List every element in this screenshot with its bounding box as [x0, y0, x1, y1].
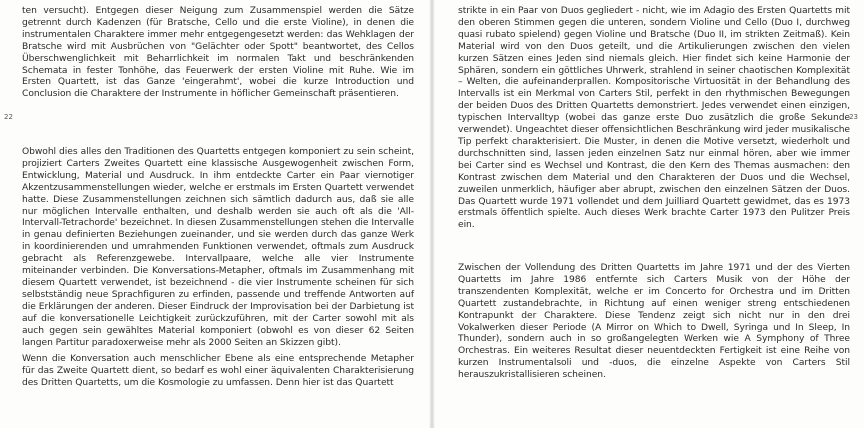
- right-paragraph-1-text: strikte in ein Paar von Duos gegliedert - nicht, wie im Adagio des Ersten Quartetts mit den oberen Stimmen gegen die unteren, sondern Violine und Cello (Duo I, durchweg quasi rubato spielend) gegen Violine und Bratsche (Duo II, im strikten Zeitmaß). Kein Material wird von den Duos geteilt, und die Artikulierungen zwischen den vielen kurzen Sätzen eines Jeden sind niemals gleich. Hier findet sich keine Harmonie der Sphären, sondern ein göttliches Uhrwerk, strahlend in seiner chaotischen Komplexität – Welten, die aufeinanderprallen. Kompositorische Virtuosität in der Behandlung des Intervalls ist ein Merkmal von Carters Stil, perfekt in den rhythmischen Bewegungen der beiden Duos des Dritten Quartetts demonstriert. Jedes verwendet einen einzigen, typischen Intervalltyp (wobei das ganze erste Duo zusätzlich die große Sekunde verwendet). Ungeachtet dieser offensichtlichen Beschränkung wird jeder musikalische Tip perfekt charakterisiert. Die Muster, in denen die Motive versetzt, wiederholt und durchschnitten sind, lassen jeden einzelnen Satz nur einmal hören, aber wie immer bei Carter sind es Wechsel und Kontrast, die den Kern des Themas ausmachen: den Kontrast zwischen dem Material und den Charakteren der Duos und die Wechsel, zuweilen unmerklich, häufiger aber abrupt, zwischen den einzelnen Sätzen der Duos. Das Quartett wurde 1971 vollendet und dem Juilliard Quartett gewidmet, das es 1973 erstmals öffentlich spielte. Auch dieses Werk brachte Carter 1973 den Pulitzer Preis ein.: [458, 6, 850, 231]
- left-paragraph-3: [22, 354, 414, 390]
- right-paragraph-2: [458, 263, 850, 382]
- left-paragraph-2: [22, 147, 414, 349]
- book-gutter: [429, 0, 435, 428]
- right-page: [432, 0, 864, 428]
- right-paragraph-1: [458, 6, 850, 232]
- left-paragraph-1: [22, 6, 414, 101]
- left-paragraph-3-text: Wenn die Konversation auch menschlicher Ebene als eine entsprechende Metapher für das Zweite Quartett dient, so bedarf es wohl einer äquivalenten Charakterisierung des Dritten Quartetts, um die Kosmologie zu umfassen. Denn hier ist das Quartett: [22, 354, 414, 388]
- right-page-number: 23: [849, 113, 858, 121]
- left-paragraph-1-text: ten versucht). Entgegen dieser Neigung zum Zusammenspiel werden die Sätze getrennt durch Kadenzen (für Bratsche, Cello und die erste Violine), in denen die instrumentalen Charaktere immer mehr entgegengesetzt werden: das Wehklagen der Bratsche wird mit Ausbrüchen von "Gelächter oder Spott" beantwortet, des Cellos Überschwenglichkeit mit Beharrlichkeit im normalen Takt und beschränkenden Schemata in fester Tonhöhe, das Feuerwerk der ersten Violine mit Ruhe. Wie im Ersten Quartett, ist das Ganze 'eingerahmt', wobei die kurze Introduction und Conclusion die Charaktere der Instrumente in höflicher Gemeinschaft präsentieren.: [22, 6, 414, 100]
- right-paragraph-2-text: Zwischen der Vollendung des Dritten Quartetts im Jahre 1971 und der des Vierten Quartetts im Jahre 1986 entfernte sich Carters Musik von der Höhe der transzendenten Komplexität, welche er im Concerto for Orchestra und im Dritten Quartett zustandebrachte, in Richtung auf einen weniger streng entschiedenen Kontrapunkt der Charaktere. Diese Tendenz zeigt sich nicht nur in den drei Vokalwerken dieser Periode (A Mirror on Which to Dwell, Syringa und In Sleep, In Thunder), sondern auch in so großangelegten Werken wie A Symphony of Three Orchestras. Ein weiteres Resultat dieser neuentdeckten Fertigkeit ist eine Reihe von kurzen Instrumentalsoli und -duos, die einzelne Aspekte von Carters Stil herauszukristallisieren scheinen.: [458, 263, 850, 381]
- left-page-number: 22: [4, 113, 13, 121]
- left-paragraph-2-text: Obwohl dies alles den Traditionen des Quartetts entgegen komponiert zu sein scheint, projiziert Carters Zweites Quartett eine klassische Ausgewogenheit zwischen Form, Entwicklung, Material und Ausdruck. In ihm entdeckte Carter ein Paar viernotiger Akzentzusammenstellungen wieder, welche er erstmals im Ersten Quartett verwendet hatte. Diese Zusammenstellungen zeichnen sich sämtlich dadurch aus, daß sie alle nur möglichen Intervalle enthalten, und deshalb werden sie auch oft als die 'All-Intervall-Tetrachorde' bezeichnet. In diesen Zusammenstellungen stehen die Intervalle in genau definierten Beziehungen zueinander, und sie werden durch das ganze Werk in koordinierenden und umrahmenden Funktionen verwendet, oftmals zum Ausdruck gebracht als Referenzgewebe. Intervallpaare, welche alle vier Instrumente miteinander verbinden. Die Konversations-Metapher, oftmals im Zusammenhang mit diesem Quartett verwendet, ist bezeichnend - die vier Instrumente scheinen für sich selbstständig neue Sprachfiguren zu erfinden, passende und treffende Antworten auf die Erklärungen der anderen. Dieser Eindruck der Improvisation bei der Darbietung ist auf die konversationelle Leichtigkeit zurückzuführen, mit der Carter sowohl mit als auch gegen sein gewähltes Material komponiert (obwohl es von dieser 62 Seiten langen Partitur paradoxerweise mehr als 2000 Seiten an Skizzen gibt).: [22, 147, 414, 348]
